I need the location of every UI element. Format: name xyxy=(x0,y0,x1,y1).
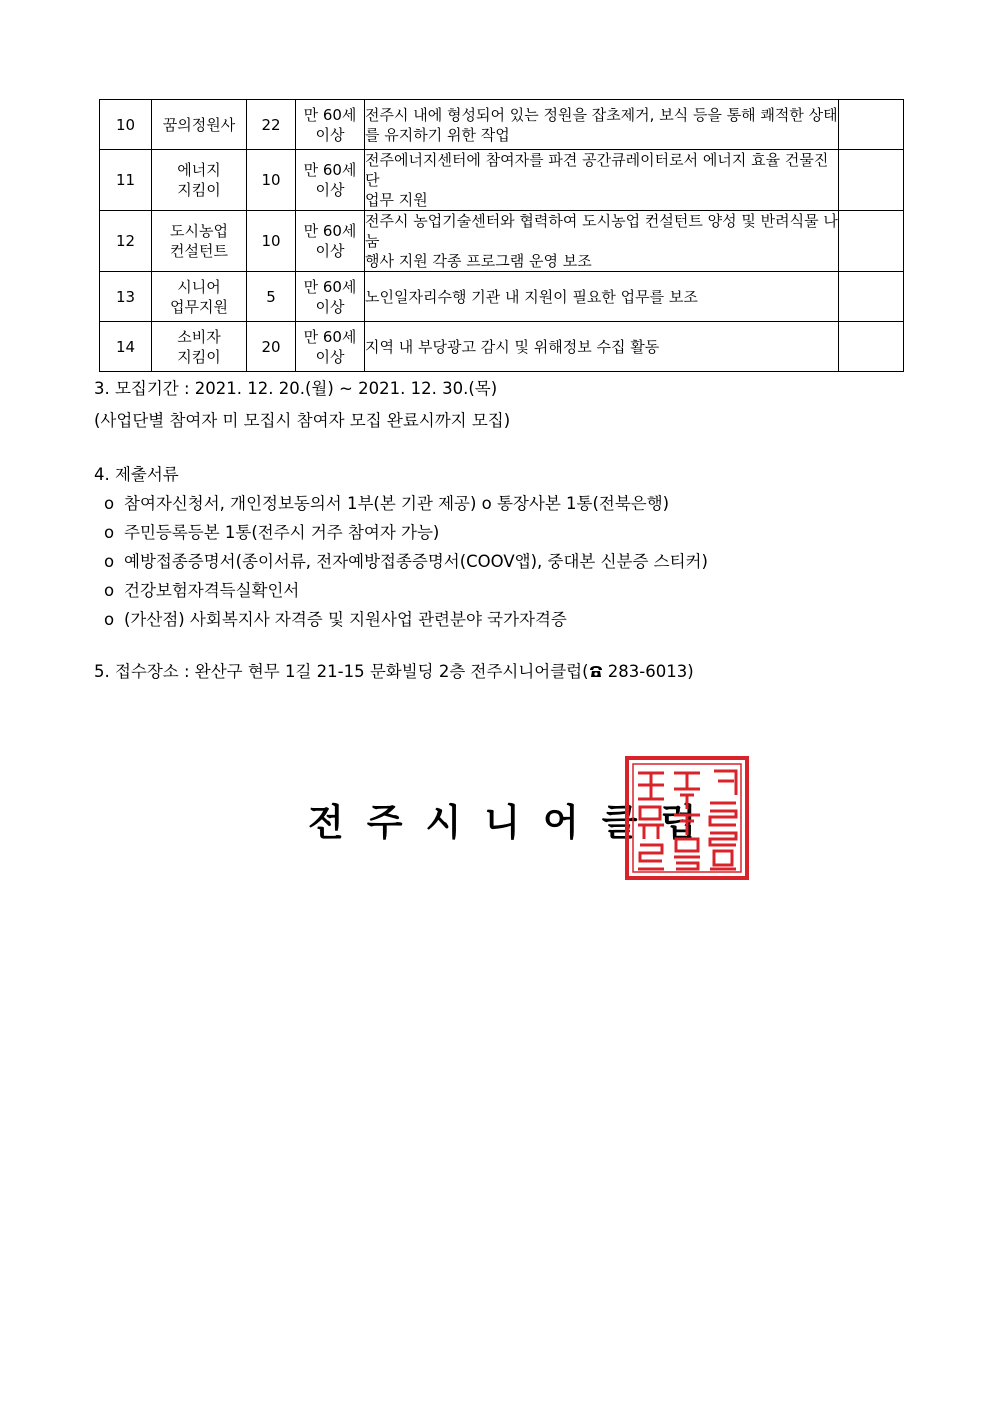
age-requirement xyxy=(296,211,365,272)
document-item xyxy=(104,609,567,631)
table-row xyxy=(100,322,904,372)
cell-line: 도시농업 xyxy=(170,222,228,240)
row-number: 14 xyxy=(100,322,152,372)
program-description xyxy=(365,211,839,272)
program-description xyxy=(365,322,839,372)
table-row xyxy=(100,100,904,150)
documents-heading: 4. 제출서류 xyxy=(94,465,179,484)
participant-count: 20 xyxy=(247,322,296,372)
row-number: 11 xyxy=(100,150,152,211)
cell-line: 소비자 xyxy=(177,327,221,346)
participant-count: 10 xyxy=(247,211,296,272)
cell-line: 만 60세 xyxy=(303,277,357,296)
document-item-text: 건강보험자격득실확인서 xyxy=(124,581,300,600)
table-row xyxy=(100,211,904,272)
recruit-period-note: (사업단별 참여자 미 모집시 참여자 모집 완료시까지 모집) xyxy=(94,411,511,430)
cell-line: 만 60세 xyxy=(303,105,357,124)
cell-line: 지킴이 xyxy=(177,347,221,366)
program-name xyxy=(152,150,247,211)
cell-line: 전주시 내에 형성되어 있는 정원을 잡초제거, 보식 등을 통해 쾌적한 상태 xyxy=(365,105,838,124)
reception-text: 5. 접수장소 : 완산구 현무 1길 21-15 문화빌딩 2층 전주시니어클럽( xyxy=(94,662,589,681)
cell-line: 만 60세 xyxy=(303,161,357,179)
program-name xyxy=(152,272,247,322)
age-requirement xyxy=(296,322,365,372)
age-requirement xyxy=(296,150,365,211)
bullet-icon: o xyxy=(104,523,115,542)
note-cell xyxy=(839,272,904,322)
document-item-text: 참여자신청서, 개인정보동의서 1부(본 기관 제공) o 통장사본 1통(전북은행) xyxy=(124,494,670,513)
participant-count: 5 xyxy=(247,272,296,322)
cell-line: 이상 xyxy=(315,181,345,199)
bullet-icon: o xyxy=(104,610,115,629)
phone-number: 283-6013) xyxy=(602,662,694,681)
cell-line: 이상 xyxy=(315,125,345,144)
cell-line: 에너지 xyxy=(177,161,221,179)
cell-line: 이상 xyxy=(315,242,345,260)
official-seal xyxy=(624,755,750,881)
program-description xyxy=(365,150,839,211)
program-name xyxy=(152,100,247,150)
note-cell xyxy=(839,100,904,150)
cell-line: 이상 xyxy=(315,347,345,366)
row-number: 12 xyxy=(100,211,152,272)
cell-line: 만 60세 xyxy=(303,327,357,346)
bullet-icon: o xyxy=(104,581,115,600)
age-requirement xyxy=(296,100,365,150)
note-cell xyxy=(839,322,904,372)
note-cell xyxy=(839,150,904,211)
document-item xyxy=(104,580,299,602)
cell-line: 를 유지하기 위한 작업 xyxy=(365,125,510,144)
cell-line: 행사 지원 각종 프로그램 운영 보조 xyxy=(365,252,592,270)
participant-count: 22 xyxy=(247,100,296,150)
document-item xyxy=(104,493,669,515)
cell-line: 전주에너지센터에 참여자를 파견 공간큐레이터로서 에너지 효율 건물진단 xyxy=(365,151,829,189)
table-row xyxy=(100,150,904,211)
cell-line: 이상 xyxy=(315,297,345,316)
program-name xyxy=(152,322,247,372)
program-description xyxy=(365,272,839,322)
age-requirement xyxy=(296,272,365,322)
reception-place xyxy=(94,661,694,683)
document-item-text: 예방접종증명서(종이서류, 전자예방접종증명서(COOV앱), 중대본 신분증 스티커) xyxy=(124,552,708,571)
bullet-icon: o xyxy=(104,552,115,571)
cell-line: 노인일자리수행 기관 내 지원이 필요한 업무를 보조 xyxy=(365,287,698,306)
jobs-table-body xyxy=(100,100,904,372)
document-item xyxy=(104,551,708,573)
program-name xyxy=(152,211,247,272)
cell-line: 만 60세 xyxy=(303,222,357,240)
cell-line: 시니어 xyxy=(177,277,221,296)
program-description xyxy=(365,100,839,150)
cell-line: 지역 내 부당광고 감시 및 위해정보 수집 활동 xyxy=(365,337,660,356)
document-item-text: 주민등록등본 1통(전주시 거주 참여자 가능) xyxy=(124,523,440,542)
participant-count: 10 xyxy=(247,150,296,211)
document-item xyxy=(104,522,439,544)
cell-line: 업무 지원 xyxy=(365,191,428,209)
note-cell xyxy=(839,211,904,272)
cell-line: 전주시 농업기술센터와 협력하여 도시농업 컨설턴트 양성 및 반려식물 나눔 xyxy=(365,212,838,250)
cell-line: 지킴이 xyxy=(177,181,221,199)
organization-signature: 전주시니어클럽 xyxy=(308,800,720,844)
phone-icon xyxy=(589,665,603,678)
row-number: 13 xyxy=(100,272,152,322)
document-item-text: (가산점) 사회복지사 자격증 및 지원사업 관련분야 국가자격증 xyxy=(124,610,567,629)
row-number: 10 xyxy=(100,100,152,150)
cell-line: 꿈의정원사 xyxy=(162,115,236,134)
recruit-period: 3. 모집기간 : 2021. 12. 20.(월) ~ 2021. 12. 30.(목) xyxy=(94,379,498,398)
jobs-table xyxy=(99,99,904,372)
cell-line: 업무지원 xyxy=(170,297,228,316)
table-row xyxy=(100,272,904,322)
cell-line: 컨설턴트 xyxy=(170,242,228,260)
bullet-icon: o xyxy=(104,494,115,513)
